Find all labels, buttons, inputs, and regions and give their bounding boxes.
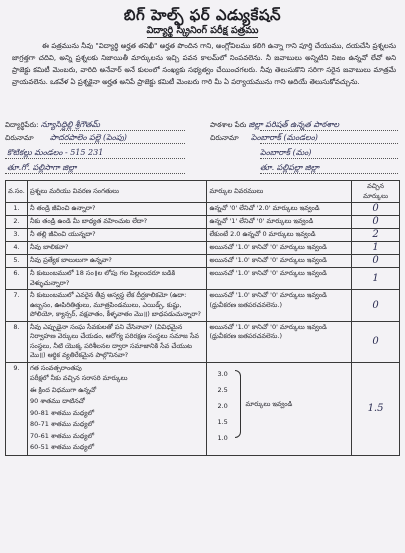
form-title: బిగ్ హెల్ప్ ఫర్ ఎడ్యుకేషన్: [123, 6, 282, 24]
address-line-3-rule: [5, 173, 185, 174]
screening-table: [5, 180, 400, 456]
row-question: నీ కుటుంబములో 18 సం॥ల లోపు గల పిల్లలందరూ బడికి వెళ్ళుచున్నారా?: [27, 268, 206, 290]
student-name-value: న్యూసిద్ధిల్లి శ్రీగౌతమ్: [40, 120, 100, 129]
grades-heading: గత సంవత్సరాంతపు: [29, 363, 82, 372]
form-subtitle-text: విద్యార్థి స్క్రీనింగ్ పరీక్ష పత్రము: [146, 25, 259, 36]
row-detail: అయినచో '1.0' కానిచో '0' మార్కులు ఇవ్వండి: [207, 268, 352, 290]
table-row-grades: [6, 362, 400, 455]
row-mark: 0: [352, 290, 400, 322]
row-mark: 2: [352, 229, 400, 242]
address-label: చిరునామా: [5, 134, 34, 142]
row-mark: 0: [352, 203, 400, 216]
table-row: [6, 255, 400, 268]
form-subtitle: [0, 25, 405, 38]
row-mark: 0: [352, 321, 400, 362]
row-sno: 8.: [6, 321, 28, 362]
school-name-line: [260, 130, 398, 131]
address-line-3: తూ.గో. పల్లిసాగా జిల్లా: [7, 163, 77, 172]
row-detail: ఉన్నచో '0' లేనిచో '2.0' మార్కులు ఇవ్వండి: [207, 203, 352, 216]
table-row: [6, 203, 400, 216]
scale-value: 2.5: [217, 385, 228, 394]
grades-line: 90-81 శాతము మధ్యలో: [29, 408, 95, 417]
table-row: [6, 242, 400, 255]
table-row: [6, 321, 400, 362]
scale-value: 2.0: [217, 401, 228, 410]
school-address-line: [260, 143, 398, 144]
address-line: [60, 143, 185, 144]
table-row: [6, 290, 400, 322]
scale-label: మార్కులు ఇవ్వండి: [245, 399, 293, 408]
row-mark: 0: [352, 216, 400, 229]
grades-line: 70-61 శాతము మధ్యలో: [29, 431, 95, 440]
table-row: [6, 229, 400, 242]
row-sno: 5.: [6, 255, 28, 268]
row-mark: 1: [352, 242, 400, 255]
grades-lines: [30, 373, 204, 454]
row-sno: 6.: [6, 268, 28, 290]
address-value: పాదరపాలెం పల్లె (పెంపు): [49, 133, 127, 142]
row-detail: అయినచో '1.0' కానిచో '0' మార్కులు ఇవ్వండి: [207, 255, 352, 268]
scale-value: 1.5: [217, 417, 228, 426]
address-line-2: కొటికల్లు మండలం - 515 231: [7, 148, 104, 157]
row-question: నీవు ప్రత్యేక బాలులుగా ఉన్నవా?: [27, 255, 206, 268]
header-marks-detail: మార్కుల వివరములు: [207, 181, 352, 203]
header-question: ప్రశ్నలు మరియు వివరణ సంగతులు: [27, 181, 206, 203]
header-sno: వ.సం.: [6, 181, 28, 203]
school-name-value: జిల్లా పరిషత్ ఉన్నత పాఠశాల: [248, 120, 340, 129]
row-detail: అయినచో '1.0' కానిచో '0' మార్కులు ఇవ్వండి: [207, 242, 352, 255]
grades-line: 80-71 శాతము మధ్యలో: [29, 420, 95, 428]
row-sno: 2.: [6, 216, 28, 229]
school-address-line-3: తూ. పల్లిపల్లా జిల్లా: [260, 163, 320, 172]
row-detail: ఉన్నచో '1' లేనిచో '0' మార్కులు ఇవ్వండి: [207, 216, 352, 229]
row-mark: 1.5: [352, 362, 400, 455]
instructions-paragraph: ఈ పత్రమును నీవు "విద్యార్థి అర్హత తనిఖీ" అర్హత పొందిన గాని, అంగ్లోవిలము కలిగి ఉన్నా గాని పూర్తి చేయుము, దయచేసి ప్రశ్నలను జాగ్రత్తగా చదివి, అన్ని ప్రశ్నలకు నిజాయితీ మార్కులను ఇచ్చి పవన కాలమ్‌లో నింపవలెను. నీ జవాబులు అన్నిటిని నిజం ఉన్నవో లేవో అని ప్రాజెక్టు కమిటీ మెంబరు, వారిది అనేవార్ అనే కులంలో సంఖ్యకు సభ్యత్వం చేయించగలరు. నీవు తెలుసుకొని సరిగా సరైన జవాబులు మాత్రమే వ్రాయవలెను. ఒకవేళ ఏ ప్రశ్నకైనా అర్హత అనిపే ప్రాజెక్టు కమిటీ మెంబరు గారి మీ ఏ పర్యాయమును గాని అదియే తెలుసుకోవచ్చును.: [12, 42, 396, 86]
row-question: నీకు తండ్రి ఉండి మీ బాధ్యత వహించుట లేదా?: [27, 216, 206, 229]
row-sno: 4.: [6, 242, 28, 255]
scale-value: 1.0: [217, 433, 228, 442]
school-address-value: పెంబారాక్ (మండలం): [250, 133, 318, 142]
grades-question: [27, 362, 206, 455]
school-address-line-3-rule: [260, 173, 398, 174]
row-mark: 0: [352, 255, 400, 268]
table-header-row: [6, 181, 400, 203]
table-row: [6, 268, 400, 290]
school-name-label: పాఠశాల పేరు: [210, 121, 247, 129]
row-question: నీవు ఎప్పుడైనా సంఘ సేవకులతో పని చేసినావా? (వివిధమైన నిర్వాహణ వెర్కులు చేయడం, ఆరోగ్య పరిరక్షణ సంస్థలు సమాజ సేవ సంస్థలు, నీటి యొక్క పరిశీలనల ద్వారా సమాజానికి సేవ చేయుట మొ॥) ఆర్థిక వ్యతిరేకమైన పాల్గొనినవా?: [27, 321, 206, 362]
row-question: నీ తండ్రి జీవించి ఉన్నారా?: [27, 203, 206, 216]
row-question: నీవు బాలికవా?: [27, 242, 206, 255]
row-sno: 9.: [6, 362, 28, 455]
school-address-line-2: పెంబారాక్ (మం): [260, 148, 312, 157]
row-detail: లేకుంటే 2.0 ఉన్నచో 0 మార్కులు ఇవ్వండి: [207, 229, 352, 242]
student-name-label: విద్యార్థిపేరు: [5, 121, 37, 129]
grades-scale-cell: [207, 362, 352, 455]
grades-line: పరీక్షలో నీకు వచ్చిన సరాసరి మార్కులు: [29, 374, 128, 382]
row-sno: 1.: [6, 203, 28, 216]
brace-bracket: [235, 370, 241, 438]
grades-line: 90 శాతము దాటినచో: [29, 397, 85, 405]
school-address-label: చిరునామా: [210, 134, 239, 142]
header-marks-given: వచ్చిన మార్కులు: [352, 181, 400, 203]
row-sno: 7.: [6, 290, 28, 322]
address-line-2-rule: [5, 158, 185, 159]
row-detail: అయినచో '1.0' కానిచో '0' మార్కులు ఇవ్వండి (ధ్రువీకరణ జతపరచవలెను.): [207, 321, 352, 362]
grades-scale: [209, 364, 349, 452]
row-mark: 1: [352, 268, 400, 290]
school-address-line-2-rule: [260, 158, 398, 159]
scale-value: 3.0: [217, 369, 228, 378]
table-row: [6, 216, 400, 229]
grades-line: 60-51 శాతము మధ్యలో: [29, 443, 95, 451]
row-sno: 3.: [6, 229, 28, 242]
student-name-row: విద్యార్థిపేరు: న్యూసిద్ధిల్లి శ్రీగౌతమ్: [5, 120, 100, 129]
grades-line: ఈ క్రింద విధముగా ఉన్నచో: [29, 385, 97, 394]
row-detail: అయినచో '1.0' కానిచో '0' మార్కులు ఇవ్వండి (ధ్రువీకరణ జతపరచవలెను.): [207, 290, 352, 322]
student-name-line: [60, 130, 185, 131]
row-question: నీ కుటుంబములో ఎవరైన తీవ్ర అస్వస్థ లేక దీర్ఘకాలికమో (ఉదా: ఉబ్బసం, ఊపిరితిత్తులు, మూత్రపిండములు, ఎయిడ్స్, కుష్టు, పోలియో, క్యాన్సర్, వక్షవాతం, కీళ్ళవాతం మొ॥) బాధపడుచున్నారా?: [27, 290, 206, 322]
row-question: నీ తల్లి జీవించి యున్నదా?: [27, 229, 206, 242]
